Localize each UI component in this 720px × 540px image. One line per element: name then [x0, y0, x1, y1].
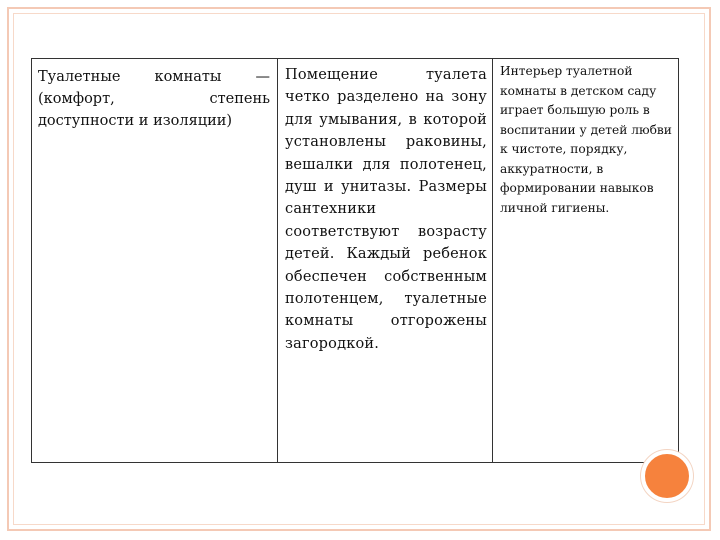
- accent-circle-icon: [641, 450, 693, 502]
- table-cell-role: [493, 59, 679, 463]
- cell-text-role: Интерьер туалетной комнаты в детском саду играет большую роль в воспитании у детей любви к чистоте, порядку, аккуратности, в формировании навыков личной гигиены.: [500, 64, 672, 215]
- cell-text-description: Помещение туалета четко разделено на зону для умывания, в которой установлены раковины, вешалки для полотенец, душ и унитазы. Размеры сантехники соответствуют возрасту детей. Каждый ребенок обеспечен собственным полотенцем, туалетные комнаты отгорожены загородкой.: [285, 67, 487, 352]
- table-cell-topic: [32, 59, 278, 463]
- table-cell-description: [278, 59, 493, 463]
- cell-text-topic: Туалетные комнаты — (комфорт, степень доступности и изоляции): [38, 69, 270, 129]
- table-row: [32, 59, 679, 463]
- content-table: [31, 58, 679, 463]
